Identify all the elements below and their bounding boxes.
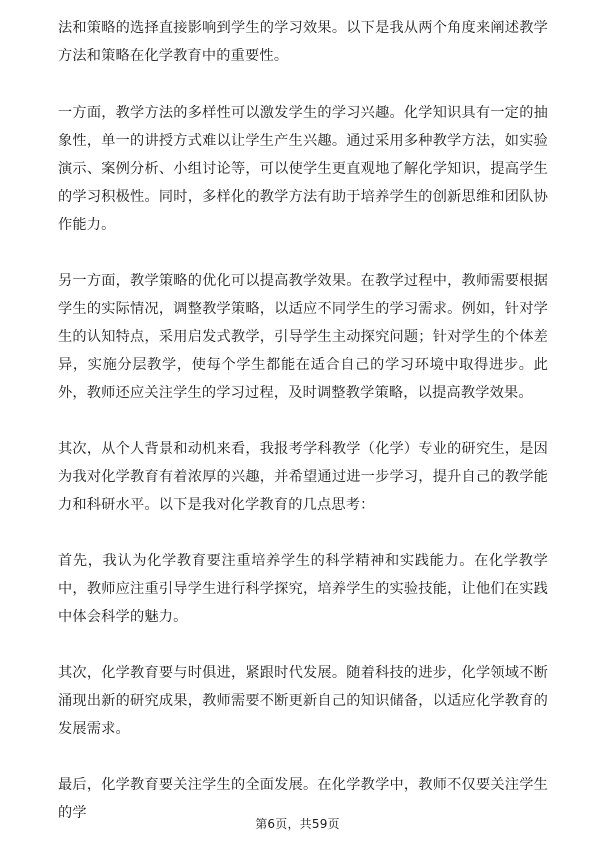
paragraph-2: 一方面，教学方法的多样性可以激发学生的学习兴趣。化学知识具有一定的抽象性，单一的讲授方式难以让学生产生兴趣。通过采用多种教学方法，如实验演示、案例分析、小组讨论等，可以使学生更直观地了解化学知识，提高学生的学习积极性。同时，多样化的教学方法有助于培养学生的创新思维和团队协作能力。 <box>58 105 548 233</box>
paragraph-4: 其次，从个人背景和动机来看，我报考学科教学（化学）专业的研究生，是因为我对化学教育有着浓厚的兴趣，并希望通过进一步学习，提升自己的教学能力和科研水平。以下是我对化学教育的几点思考： <box>58 441 548 513</box>
paragraph-7: 最后，化学教育要关注学生的全面发展。在化学教学中，教师不仅要关注学生的学 <box>58 777 548 821</box>
paragraph-6: 其次，化学教育要与时俱进，紧跟时代发展。随着科技的进步，化学领域不断涌现出新的研究成果，教师需要不断更新自己的知识储备，以适应化学教育的发展需求。 <box>58 665 548 737</box>
paragraph-3: 另一方面，教学策略的优化可以提高教学效果。在教学过程中，教师需要根据学生的实际情况，调整教学策略，以适应不同学生的学习需求。例如，针对学生的认知特点，采用启发式教学，引导学生主动探究问题；针对学生的个体差异，实施分层教学，使每个学生都能在适合自己的学习环境中取得进步。此外，教师还应关注学生的学习过程，及时调整教学策略，以提高教学效果。 <box>58 273 548 401</box>
page-number-footer: 第6页，共59页 <box>255 817 340 831</box>
paragraph-1: 法和策略的选择直接影响到学生的学习效果。以下是我从两个角度来阐述教学方法和策略在化学教育中的重要性。 <box>58 20 548 64</box>
document-body <box>58 14 548 827</box>
paragraph-5: 首先，我认为化学教育要注重培养学生的科学精神和实践能力。在化学教学中，教师应注重引导学生进行科学探究，培养学生的实验技能，让他们在实践中体会科学的魅力。 <box>58 553 548 625</box>
